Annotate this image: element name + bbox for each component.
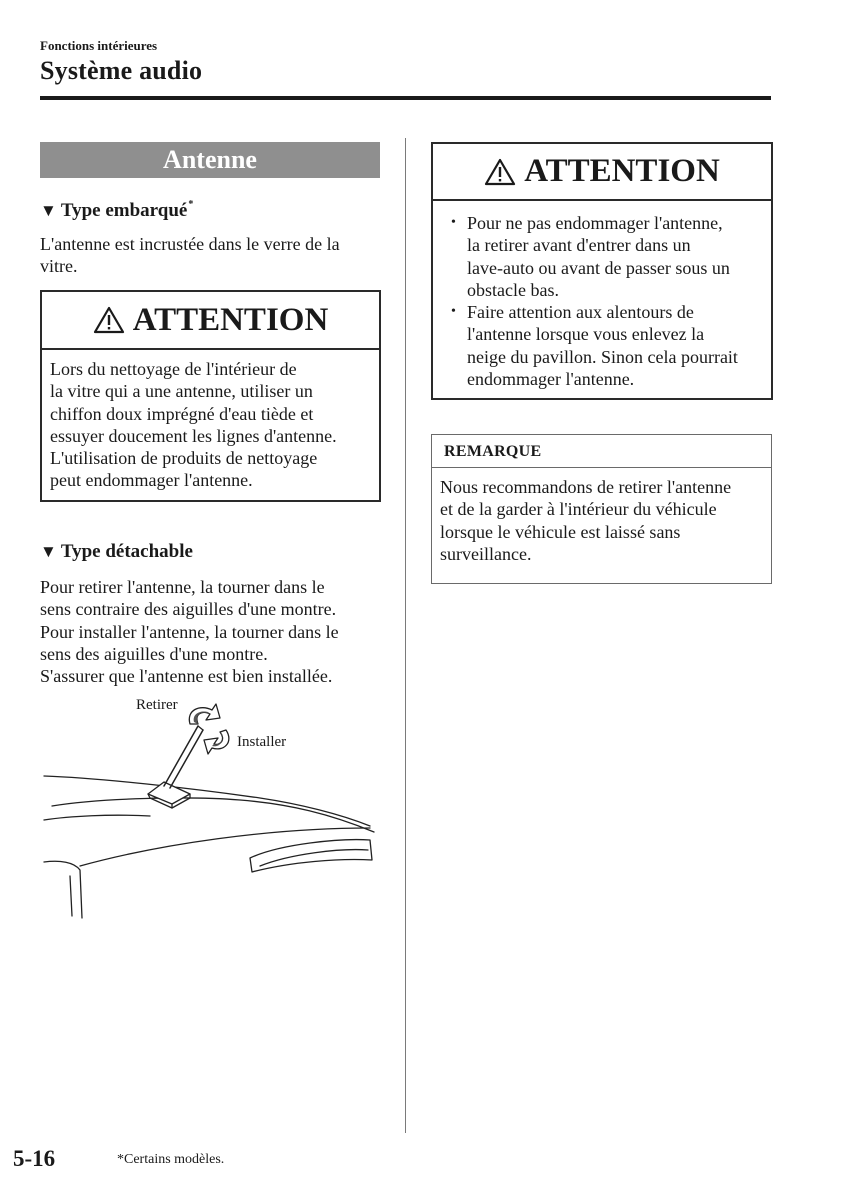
label-retirer: Retirer <box>136 697 178 713</box>
warning-body <box>433 201 771 390</box>
text-line: • Pour ne pas endommager l'antenne, <box>467 213 723 233</box>
subhead-label: Type détachable <box>60 541 193 562</box>
warning-triangle-icon <box>484 158 516 186</box>
note-box <box>431 434 772 584</box>
text-line: L'antenne est incrustée dans le verre de la <box>40 234 340 254</box>
text-line: neige du pavillon. Sinon cela pourrait <box>467 346 738 367</box>
text-line: • Faire attention aux alentours de <box>467 302 694 323</box>
text-line: L'utilisation de produits de nettoyage <box>50 448 318 469</box>
text-line: lave-auto ou avant de passer sous un <box>467 257 730 278</box>
page-title: Système audio <box>40 56 203 85</box>
footnote-marker: * <box>188 198 194 210</box>
warning-body <box>42 350 379 492</box>
text-line: la retirer avant d'entrer dans un <box>467 235 691 256</box>
note-body <box>432 468 771 573</box>
subhead-type-detachable <box>40 541 193 563</box>
column-divider <box>405 138 406 1133</box>
text-line: essuyer doucement les lignes d'antenne. <box>50 425 337 446</box>
bullet-item <box>433 212 765 301</box>
paragraph-embarque <box>40 233 385 278</box>
label-installer: Installer <box>237 734 287 750</box>
text-line: endommager l'antenne. <box>467 369 635 390</box>
warning-header <box>433 144 771 201</box>
text-line: obstacle bas. <box>467 279 559 300</box>
paragraph-detachable <box>40 576 385 687</box>
subhead-type-embarque <box>40 200 193 222</box>
antenne-banner: Antenne <box>40 142 380 178</box>
text-line: vitre. <box>40 256 78 277</box>
text-line: lorsque le véhicule est laissé sans <box>440 521 681 542</box>
down-triangle-icon: ▼ <box>40 201 57 220</box>
text-line: surveillance. <box>440 543 532 564</box>
section-label: Fonctions intérieures <box>40 38 158 53</box>
text-line: sens des aiguilles d'une montre. <box>40 643 268 664</box>
subhead-label: Type embarqué <box>60 200 188 221</box>
antenna-illustration <box>40 690 385 930</box>
bullet-item <box>433 301 765 390</box>
antenna-drawing <box>40 690 385 930</box>
text-line: Pour installer l'antenne, la tourner dans le <box>40 621 339 642</box>
warning-title: ATTENTION <box>132 301 329 338</box>
note-header: REMARQUE <box>432 435 771 468</box>
text-line: et de la garder à l'intérieur du véhicule <box>440 499 717 520</box>
warning-box-1 <box>40 290 381 502</box>
warning-triangle-icon <box>93 306 125 334</box>
text-line: S'assurer que l'antenne est bien installée. <box>40 666 333 687</box>
page-number: 5-16 <box>13 1146 56 1171</box>
text-line: Pour retirer l'antenne, la tourner dans le <box>40 577 325 597</box>
text-line: peut endommager l'antenne. <box>50 470 253 491</box>
footnote: *Certains modèles. <box>117 1152 225 1167</box>
text-line: sens contraire des aiguilles d'une montre. <box>40 599 337 620</box>
text-line: l'antenne lorsque vous enlevez la <box>467 324 705 345</box>
warning-title: ATTENTION <box>524 153 720 189</box>
text-line: chiffon doux imprégné d'eau tiède et <box>50 403 314 424</box>
text-line: Lors du nettoyage de l'intérieur de <box>50 359 297 379</box>
title-rule <box>40 96 771 100</box>
text-line: Nous recommandons de retirer l'antenne <box>440 477 732 497</box>
text-line: la vitre qui a une antenne, utiliser un <box>50 381 313 402</box>
warning-bullet-list <box>433 212 765 390</box>
warning-box-2 <box>431 142 773 400</box>
down-triangle-icon: ▼ <box>40 542 57 561</box>
warning-header <box>42 292 379 350</box>
